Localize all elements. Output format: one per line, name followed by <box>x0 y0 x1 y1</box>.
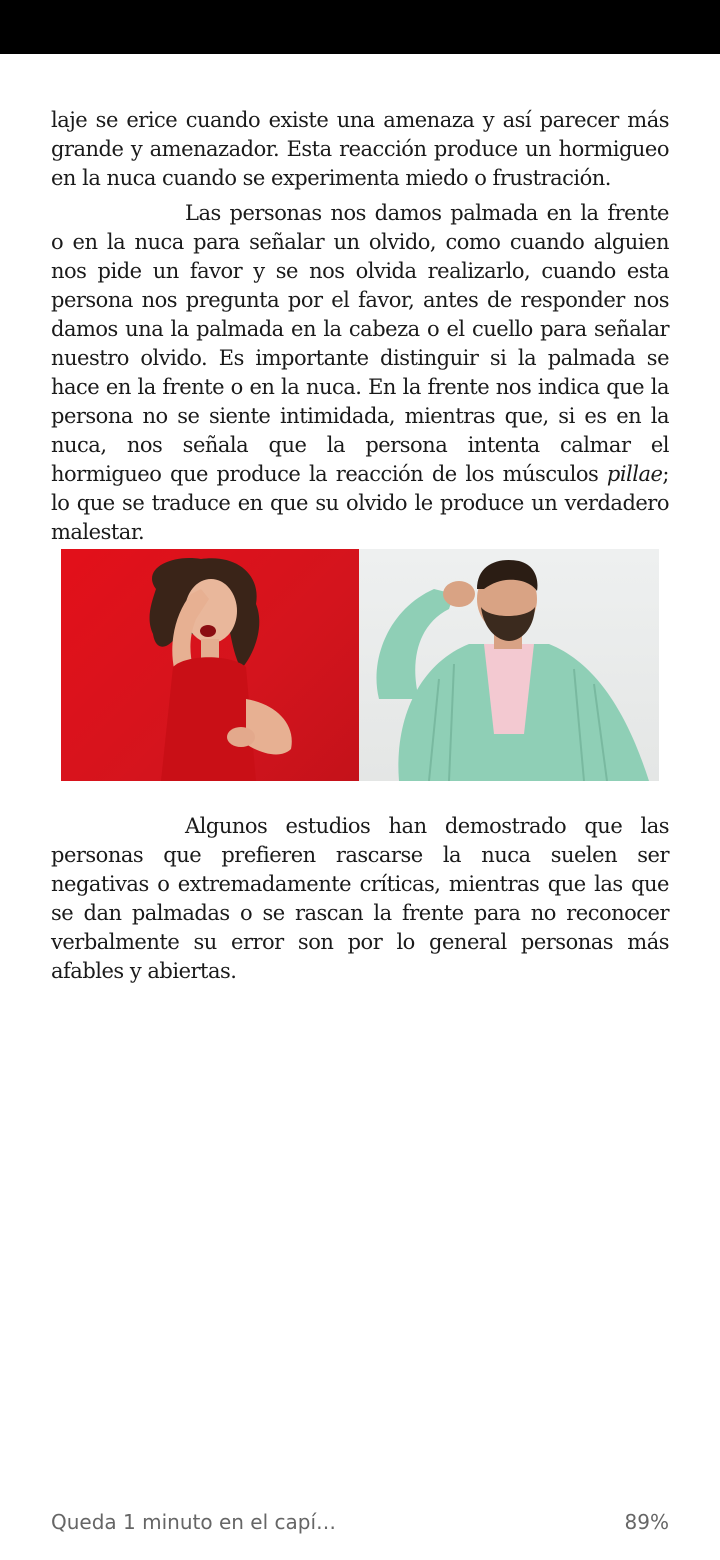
illustration-figure <box>61 549 659 781</box>
paragraph-2 <box>51 199 669 547</box>
woman-forehead-slap-photo <box>61 549 359 781</box>
paragraph-1: laje se erice cuando existe una amenaza y así parecer más grande y amenazador. Esta reacción produce un hormigueo en la nuca cuando se experimenta miedo o frustración. <box>51 108 669 190</box>
status-bar <box>0 0 720 54</box>
paragraph-3: Algunos estudios han demostrado que las personas que prefieren rascarse la nuca suelen ser negativas o extremadamente críticas, mientras que las que se dan palmadas o se rascan la frente para no reconocer verbalmente su error son por lo general personas más afables y abiertas. <box>51 814 669 983</box>
paragraph-2-italic-term: pillae <box>606 462 663 486</box>
book-progress-percent[interactable]: 89% <box>624 1510 669 1534</box>
paragraph-2-text: Las personas nos damos palmada en la frente o en la nuca para señalar un olvido, como cuando alguien nos pide un favor y se nos olvida realizarlo, cuando esta persona nos pregunta por el favor, antes de responder nos damos una la palmada en la cabeza o el cuello para señalar nuestro olvido. Es importante distinguir si la palmada se hace en la frente o en la nuca. En la frente nos indica que la persona no se siente intimidada, mientras que, si es en la nuca, nos señala que la persona intenta calmar el hormigueo que produce la reacción de los músculos <box>51 201 669 486</box>
reader-page-continued[interactable] <box>51 812 669 986</box>
reader-page[interactable] <box>51 106 669 547</box>
man-nape-scratch-photo <box>359 549 659 781</box>
chapter-time-remaining[interactable]: Queda 1 minuto en el capí… <box>51 1510 336 1534</box>
paragraph-2-text-end: ; lo que se traduce en que su olvido le produce un verdadero malestar. <box>51 462 669 544</box>
reader-footer[interactable] <box>51 1506 669 1538</box>
